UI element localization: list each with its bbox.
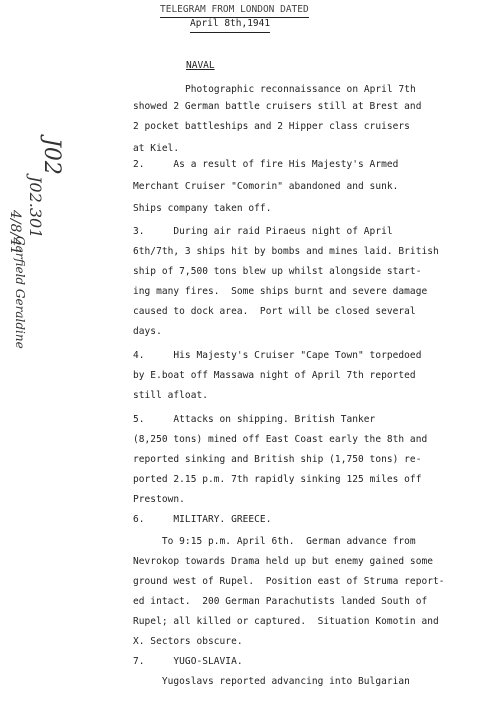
body-line: ported 2.15 p.m. 7th rapidly sinking 125 miles off [133, 474, 422, 485]
body-line: 6. MILITARY. GREECE. [133, 514, 272, 525]
body-line: To 9:15 p.m. April 6th. German advance from [133, 536, 416, 547]
margin-note-1: J02 [39, 138, 64, 175]
margin-note-3: 4/8/41 [7, 210, 23, 256]
body-line: by E.boat off Massawa night of April 7th reported [133, 370, 416, 381]
body-line: reported sinking and British ship (1,750 tons) re- [133, 454, 422, 465]
body-line: ed intact. 200 German Parachutists landed South of [133, 596, 428, 607]
body-line: 2. As a result of fire His Majesty's Armed [133, 159, 399, 170]
body-line: showed 2 German battle cruisers still at Brest and [133, 101, 422, 112]
body-line: 2 pocket battleships and 2 Hipper class cruisers [133, 121, 410, 132]
body-line: X. Sectors obscure. [133, 636, 243, 647]
body-line: Merchant Cruiser "Comorin" abandoned and sunk. [133, 181, 399, 192]
margin-note-2: J02.301 [26, 176, 45, 239]
telegram-header [160, 3, 360, 59]
body-line: 6th/7th, 3 ships hit by bombs and mines laid. British [133, 246, 439, 257]
body-line: ing many fires. Some ships burnt and severe damage [133, 286, 428, 297]
body-line: still afloat. [133, 390, 209, 401]
body-line: days. [133, 326, 162, 337]
body-line: 5. Attacks on shipping. British Tanker [133, 414, 376, 425]
body-line: Nevrokop towards Drama held up but enemy gained some [133, 556, 434, 567]
body-line: Photographic reconnaissance on April 7th [185, 84, 416, 95]
body-line: Ships company taken off. [133, 203, 272, 214]
header-date: April 8th,1941 [190, 17, 270, 33]
body-line: Rupel; all killed or captured. Situation Komotin and [133, 616, 439, 627]
body-line: caused to dock area. Port will be closed several [133, 306, 416, 317]
body-line: at Kiel. [133, 143, 180, 154]
margin-note-4: Garfield Geraldine [13, 236, 27, 349]
body-line: 4. His Majesty's Cruiser "Cape Town" torpedoed [133, 350, 422, 361]
body-line: 3. During air raid Piraeus night of April [133, 226, 393, 237]
body-line: ship of 7,500 tons blew up whilst alongside start- [133, 266, 422, 277]
header-title: TELEGRAM FROM LONDON DATED [160, 3, 309, 18]
section-naval: NAVAL [186, 60, 215, 71]
body-line: ground west of Rupel. Position east of Struma report- [133, 576, 445, 587]
body-line: Prestown. [133, 494, 185, 505]
body-line: (8,250 tons) mined off East Coast early the 8th and [133, 434, 428, 445]
body-line: Yugoslavs reported advancing into Bulgarian [133, 676, 410, 687]
body-line: 7. YUGO-SLAVIA. [133, 656, 243, 667]
